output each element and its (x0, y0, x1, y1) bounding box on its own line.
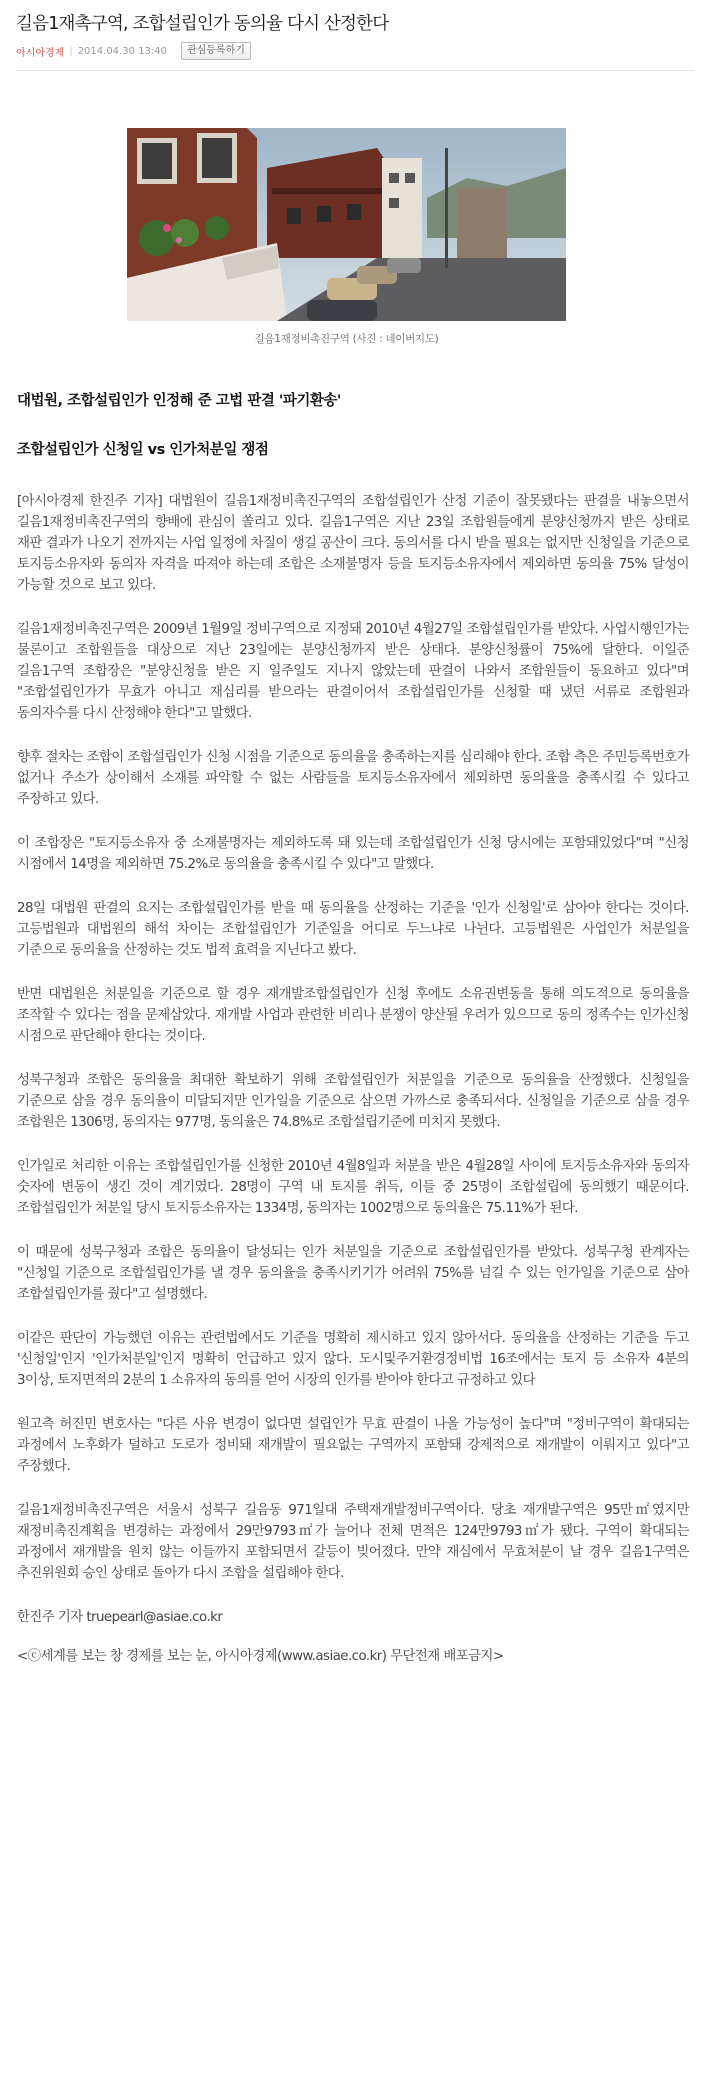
subheading-1: 대법원, 조합설립인가 인정해 준 고법 판결 '파기환송' (17, 393, 341, 409)
bookmark-button[interactable]: 관심등록하기 (181, 42, 251, 60)
header-divider (16, 70, 694, 71)
paragraph-11: 원고측 허진민 변호사는 "다른 사유 변경이 없다면 설립인가 무효 판결이 나올 가능성이 높다"며 "정비구역이 확대되는 과정에서 노후화가 덜하고 도로가 정비돼 재개발이 필요없는 구역까지 포함돼 강제적으로 재개발이 이뤄지고 있다"고 주장했다. (17, 1417, 689, 1474)
publish-datetime: 2014.04.30 13:40 (77, 45, 167, 57)
paragraph-2: 길음1재정비촉진구역은 2009년 1월9일 정비구역으로 지정돼 2010년 4월27일 조합설립인가를 받았다. 사업시행인가는 물론이고 조합원들을 대상으로 지난 23일에는 분양신청까지 받은 상태다. 분양신청률이 75%에 달한다. 이일준 길음1구역 조합장은 "분양신청을 받은 지 일주일도 지나지 않았는데 판결이 나와서 조합원들이 동요하고 있다"며 "조합설립인가가 무효가 아니고 재심리를 받으라는 판결이어서 조합설립인가를 신청할 때 냈던 서류로 조합원과 동의자수를 다시 산정해야 한다"고 말했다. (17, 622, 689, 721)
meta-separator: | (69, 45, 73, 57)
paragraph-3: 향후 절차는 조합이 조합설립인가 신청 시점을 기준으로 동의율을 충족하는지를 심리해야 한다. 조합 측은 주민등록번호가 없거나 주소가 상이해서 소재를 파악할 수 없는 사람들을 토지등소유자에서 제외하면 동의율을 충족시킬 수 있다고 주장하고 있다. (17, 750, 689, 807)
photo-caption: 길음1재정비촉진구역 (사진 : 네이버지도) (254, 333, 439, 345)
paragraph-1: [아시아경제 한진주 기자] 대법원이 길음1재정비촉진구역의 조합설립인가 산정 기준이 잘못됐다는 판결을 내놓으면서 길음1재정비촉진구역의 향배에 관심이 쏠리고 있다. 길음1구역은 지난 23일 조합원들에게 분양신청까지 받은 상태로 재판 결과가 나오기 전까지는 사업 일정에 차질이 생길 공산이 크다. 동의서를 다시 받을 필요는 없지만 신청일을 기준으로 토지등소유자와 동의자 자격을 따져야 하는데 조합은 소재불명자 등을 토지등소유자에서 제외하면 동의율 75% 달성이 가능할 것으로 보고 있다. (17, 494, 689, 593)
byline: 한진주 기자 truepearl@asiae.co.kr (17, 1610, 223, 1625)
subheading-2: 조합설립인가 신청일 vs 인가처분일 쟁점 (17, 442, 269, 458)
paragraph-8: 인가일로 처리한 이유는 조합설립인가를 신청한 2010년 4월8일과 처분을 받은 4월28일 사이에 토지등소유자와 동의자 숫자에 변동이 생긴 것이 계기였다. 28명이 구역 내 토지를 취득, 이들 중 25명이 조합설립에 동의했기 때문이다. 조합설립인가 처분일 당시 토지등소유자는 1334명, 동의자는 1002명으로 동의율은 75.11%가 된다. (17, 1159, 689, 1216)
paragraph-12: 길음1재정비촉진구역은 서울시 성북구 길음동 971일대 주택재개발정비구역이다. 당초 재개발구역은 95만㎡였지만 재정비촉진계획을 변경하는 과정에서 29만9793㎡가 늘어나 전체 면적은 124만9793㎡가 됐다. 구역이 확대되는 과정에서 재개발을 원치 않는 이들까지 포함되면서 갈등이 빚어졌다. 만약 재심에서 무효처분이 날 경우 길음1구역은 추진위원회 승인 상태로 돌아가 다시 조합을 설립해야 한다. (17, 1503, 689, 1581)
article-body (17, 491, 689, 1667)
paragraph-5: 28일 대법원 판결의 요지는 조합설립인가를 받을 때 동의율을 산정하는 기준을 '인가 신청일'로 삼아야 한다는 것이다. 고등법원과 대법원의 해석 차이는 조합설립인가 기준일을 어디로 두느냐로 나뉜다. 고등법원은 사업인가 처분일을 기준으로 동의율을 산정하는 것도 법적 효력을 지닌다고 봤다. (17, 901, 689, 958)
source-name[interactable]: 아시아경제 (16, 47, 65, 59)
article-meta (16, 42, 251, 60)
article-title: 길음1재촉구역, 조합설립인가 동의율 다시 산정한다 (16, 14, 389, 34)
paragraph-10: 이같은 판단이 가능했던 이유는 관련법에서도 기준을 명확히 제시하고 있지 않아서다. 동의율을 산정하는 기준을 두고 '신청일'인지 '인가처분일'인지 명확히 언급하고 있지 않다. 도시및주거환경정비법 16조에서는 토지 등 소유자 4분의 3이상, 토지면적의 2분의 1 소유자의 동의를 얻어 시장의 인가를 받아야 한다고 규정하고 있다 (17, 1331, 689, 1388)
copyright-notice: <ⓒ세계를 보는 창 경제를 보는 눈, 아시아경제(www.asiae.co.kr) 무단전재 배포금지> (17, 1649, 504, 1664)
paragraph-6: 반면 대법원은 처분일을 기준으로 할 경우 재개발조합설립인가 신청 후에도 소유권변동을 통해 의도적으로 동의율을 조작할 수 있다는 점을 문제삼았다. 재개발 사업과 관련한 비리나 분쟁이 양산될 우려가 있으므로 동의 정족수는 인가신청 시점으로 판단해야 한다는 것이다. (17, 987, 689, 1044)
article-photo (127, 128, 566, 321)
paragraph-9: 이 때문에 성북구청과 조합은 동의율이 달성되는 인가 처분일을 기준으로 조합설립인가를 받았다. 성북구청 관계자는 "신청일 기준으로 조합설립인가를 낼 경우 동의율을 충족시키기가 어려워 75%를 넘길 수 있는 인가일을 기준으로 삼아 조합설립인가를 줬다"고 설명했다. (17, 1245, 689, 1302)
paragraph-4: 이 조합장은 "토지등소유자 중 소재불명자는 제외하도록 돼 있는데 조합설립인가 신청 당시에는 포함돼있었다"며 "신청 시점에서 14명을 제외하면 75.2%로 동의율을 충족시킬 수 있다"고 말했다. (17, 836, 689, 872)
paragraph-7: 성북구청과 조합은 동의율을 최대한 확보하기 위해 조합설립인가 처분일을 기준으로 동의율을 산정했다. 신청일을 기준으로 삼을 경우 동의율이 미달되지만 인가일을 기준으로 삼으면 가까스로 충족되서다. 신청일을 기준으로 삼을 경우 조합원은 1306명, 동의자는 977명, 동의율은 74.8%로 조합설립기준에 미치지 못했다. (17, 1073, 689, 1130)
